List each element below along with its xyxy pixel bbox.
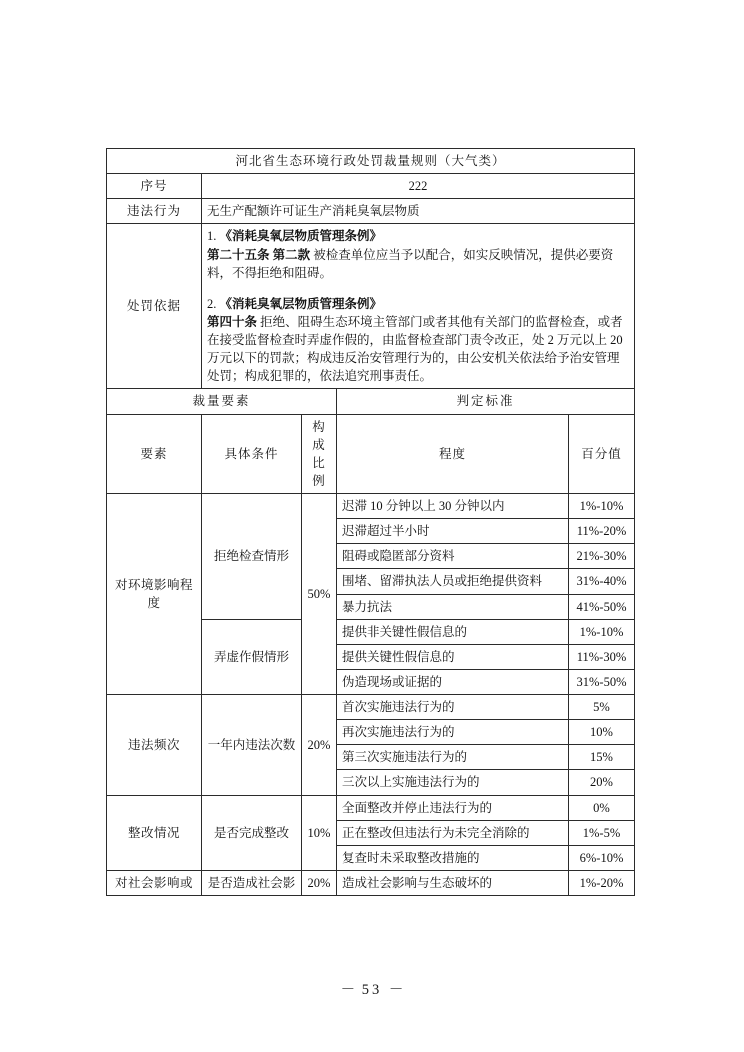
basis-item-2-body: 拒绝、阻碍生态环境主管部门或者其他有关部门的监督检查，或者在接受监督检查时弄虚作假的，由监督检查部门责令改正，处 2 万元以上 20 万元以下的罚款；构成违反治安管理行为的，由公安机关依法给予治安管理处罚；构成犯罪的，依法追究刑事责任。 xyxy=(207,314,623,384)
criteria-degree-cell: 提供非关键性假信息的 xyxy=(337,619,569,644)
table-row xyxy=(107,795,635,820)
criteria-element-cell: 违法频次 xyxy=(107,695,202,796)
criteria-degree-cell: 迟滞 10 分钟以上 30 分钟以内 xyxy=(337,494,569,519)
column-header-element: 要素 xyxy=(107,414,202,494)
criteria-degree-cell: 第三次实施违法行为的 xyxy=(337,745,569,770)
criteria-percent-cell: 31%-50% xyxy=(569,669,635,694)
criteria-ratio-cell: 50% xyxy=(302,494,337,695)
column-header-ratio-line2: 比例 xyxy=(312,455,326,488)
criteria-percent-cell: 1%-10% xyxy=(569,619,635,644)
criteria-degree-cell: 正在整改但违法行为未完全消除的 xyxy=(337,820,569,845)
criteria-degree-cell: 复查时未采取整改措施的 xyxy=(337,845,569,870)
penalty-basis-row xyxy=(107,224,635,389)
penalty-basis-label: 处罚依据 xyxy=(107,224,202,389)
criteria-ratio-cell: 10% xyxy=(302,795,337,870)
basis-item-2-article: 第四十条 xyxy=(207,314,258,329)
criteria-element-cell: 对环境影响程度 xyxy=(107,494,202,695)
table-title-row xyxy=(107,149,635,174)
column-header-row xyxy=(107,414,635,494)
criteria-percent-cell: 15% xyxy=(569,745,635,770)
discretion-rules-table xyxy=(106,148,635,896)
penalty-basis-content xyxy=(202,224,635,389)
criteria-percent-cell: 10% xyxy=(569,720,635,745)
basis-item-2-text xyxy=(207,313,629,386)
criteria-degree-cell: 首次实施违法行为的 xyxy=(337,695,569,720)
criteria-degree-cell: 暴力抗法 xyxy=(337,594,569,619)
serial-number-value: 222 xyxy=(202,174,635,199)
criteria-percent-cell: 11%-20% xyxy=(569,519,635,544)
column-header-ratio xyxy=(302,414,337,494)
criteria-degree-cell: 阻碍或隐匿部分资料 xyxy=(337,544,569,569)
criteria-degree-cell: 再次实施违法行为的 xyxy=(337,720,569,745)
criteria-percent-cell: 1%-10% xyxy=(569,494,635,519)
criteria-degree-cell: 提供关键性假信息的 xyxy=(337,644,569,669)
criteria-percent-cell: 1%-5% xyxy=(569,820,635,845)
criteria-percent-cell: 11%-30% xyxy=(569,644,635,669)
column-header-percent: 百分值 xyxy=(569,414,635,494)
criteria-degree-cell: 造成社会影响与生态破坏的 xyxy=(337,870,569,895)
violation-act-value: 无生产配额许可证生产消耗臭氧层物质 xyxy=(202,199,635,224)
criteria-percent-cell: 6%-10% xyxy=(569,845,635,870)
criteria-condition-cell: 弄虚作假情形 xyxy=(202,619,302,694)
table-row xyxy=(107,870,635,895)
criteria-percent-cell: 5% xyxy=(569,695,635,720)
serial-number-label: 序号 xyxy=(107,174,202,199)
criteria-degree-cell: 全面整改并停止违法行为的 xyxy=(337,795,569,820)
basis-item-1-body: 被检查单位应当予以配合，如实反映情况，提供必要资料，不得拒绝和阻碍。 xyxy=(207,247,614,280)
column-header-condition: 具体条件 xyxy=(202,414,302,494)
criteria-rows-container xyxy=(107,494,635,896)
criteria-percent-cell: 31%-40% xyxy=(569,569,635,594)
table-row xyxy=(107,695,635,720)
page-title: 河北省生态环境行政处罚裁量规则（大气类） xyxy=(107,149,635,174)
table-row xyxy=(107,494,635,519)
criteria-degree-cell: 伪造现场或证据的 xyxy=(337,669,569,694)
column-header-degree: 程度 xyxy=(337,414,569,494)
basis-item-1-article: 第二十五条 第二款 xyxy=(207,247,311,262)
page-number-dash-right: － xyxy=(388,982,404,998)
criteria-degree-cell: 围堵、留滞执法人员或拒绝提供资料 xyxy=(337,569,569,594)
page-number-dash-left: － xyxy=(340,982,356,998)
basis-item-2-law-name: 《消耗臭氧层物质管理条例》 xyxy=(219,296,383,311)
column-header-ratio-line1: 构成 xyxy=(312,419,326,452)
basis-item-1-index: 1. xyxy=(207,229,217,244)
basis-item-2-index: 2. xyxy=(207,296,217,311)
judgement-standard-header: 判定标准 xyxy=(337,389,635,414)
violation-act-label: 违法行为 xyxy=(107,199,202,224)
criteria-group-header-row xyxy=(107,389,635,414)
basis-item-1-law xyxy=(207,227,629,245)
criteria-condition-cell: 拒绝检查情形 xyxy=(202,494,302,620)
basis-item-1-text xyxy=(207,246,629,282)
criteria-element-cell: 整改情况 xyxy=(107,795,202,870)
criteria-percent-cell: 1%-20% xyxy=(569,870,635,895)
criteria-degree-cell: 三次以上实施违法行为的 xyxy=(337,770,569,795)
basis-item-2-law xyxy=(207,295,629,313)
basis-spacer xyxy=(207,282,629,295)
violation-act-row xyxy=(107,199,635,224)
criteria-percent-cell: 0% xyxy=(569,795,635,820)
criteria-percent-cell: 20% xyxy=(569,770,635,795)
criteria-element-cell: 对社会影响或 xyxy=(107,870,202,895)
discretion-factors-header: 裁量要素 xyxy=(107,389,337,414)
criteria-condition-cell: 是否造成社会影 xyxy=(202,870,302,895)
criteria-percent-cell: 21%-30% xyxy=(569,544,635,569)
page-number-value: 53 xyxy=(361,982,383,998)
criteria-condition-cell: 一年内违法次数 xyxy=(202,695,302,796)
basis-item-1-law-name: 《消耗臭氧层物质管理条例》 xyxy=(219,229,383,244)
page-number-footer xyxy=(0,978,744,999)
criteria-condition-cell: 是否完成整改 xyxy=(202,795,302,870)
criteria-ratio-cell: 20% xyxy=(302,695,337,796)
criteria-ratio-cell: 20% xyxy=(302,870,337,895)
criteria-degree-cell: 迟滞超过半小时 xyxy=(337,519,569,544)
serial-number-row xyxy=(107,174,635,199)
criteria-percent-cell: 41%-50% xyxy=(569,594,635,619)
